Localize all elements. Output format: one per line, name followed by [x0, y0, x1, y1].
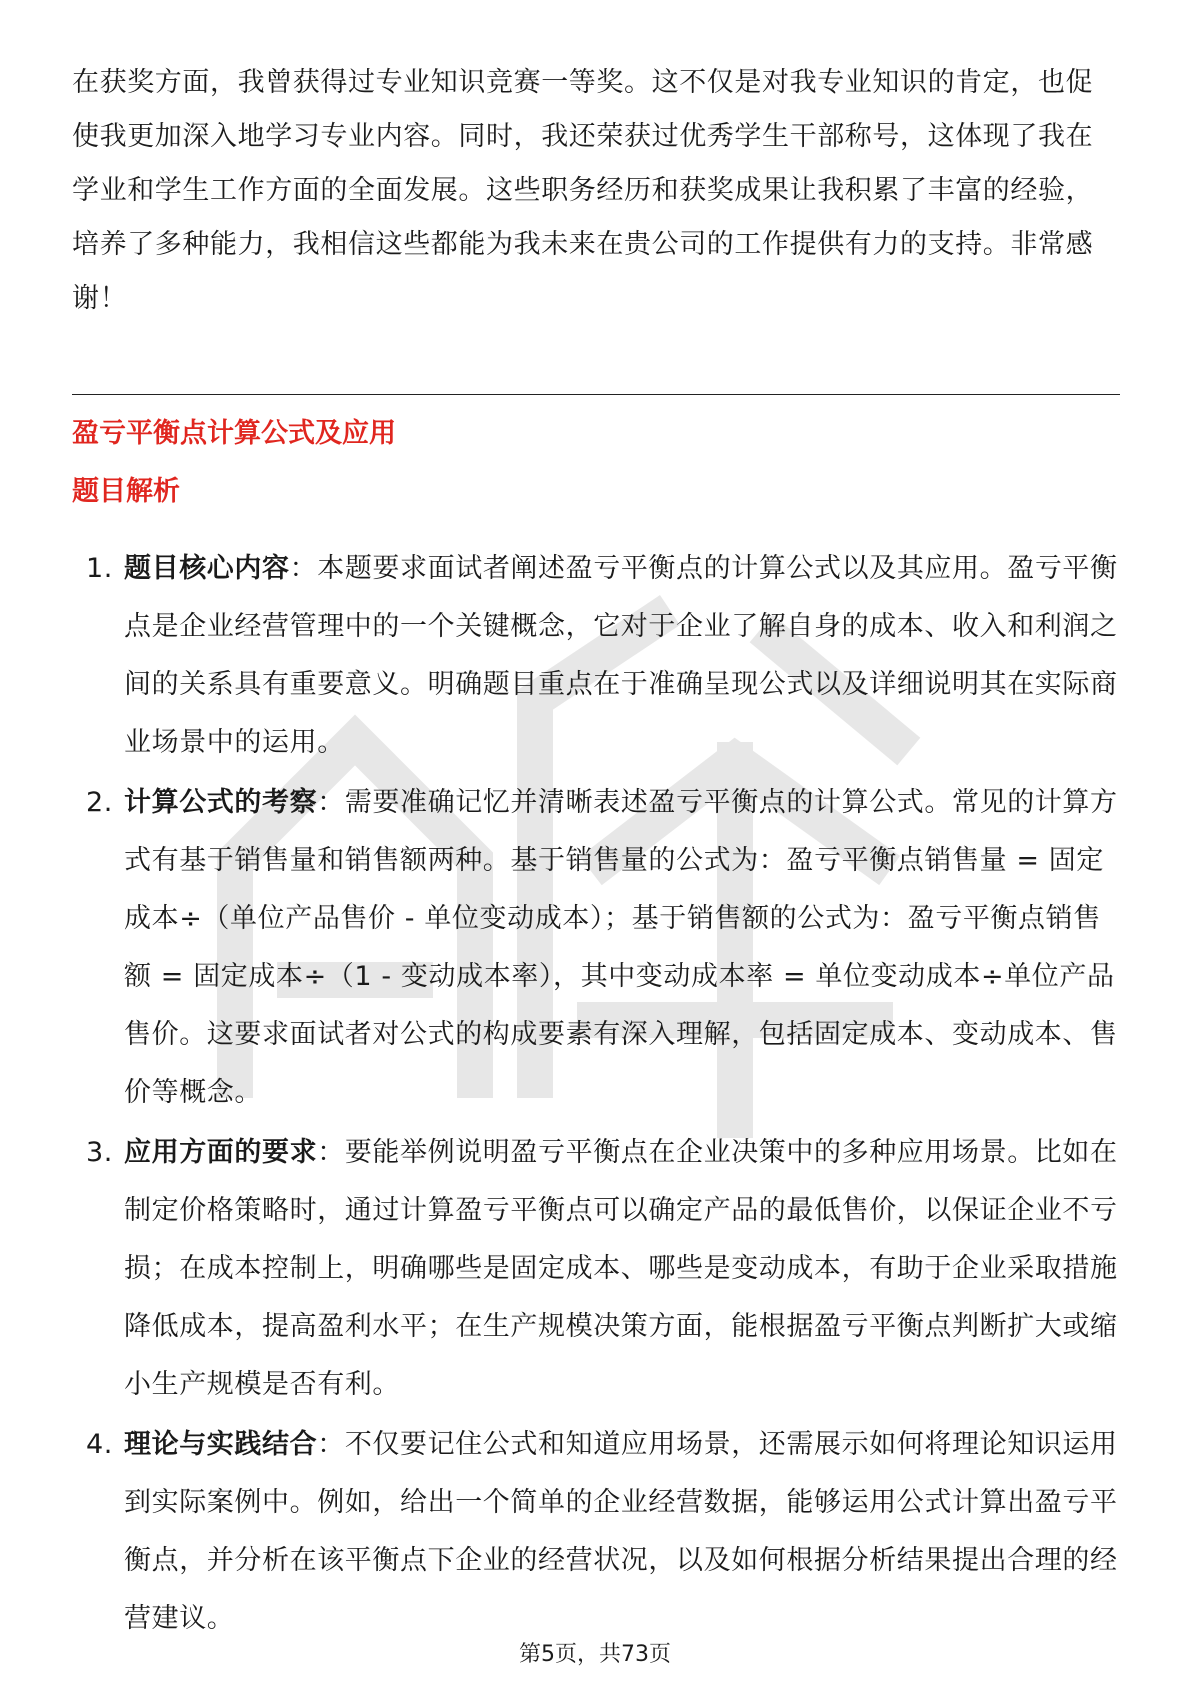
list-item-number: 4. [86, 1429, 113, 1460]
list-item [72, 1416, 1120, 1648]
list-item-heading: 理论与实践结合 [124, 1429, 318, 1460]
section-divider [72, 394, 1120, 395]
list-item-separator: ： [317, 1429, 345, 1460]
sub-title: 题目解析 [72, 476, 180, 507]
list-item-number: 2. [86, 787, 113, 818]
list-item-number: 3. [86, 1137, 113, 1168]
intro-paragraph: 在获奖方面，我曾获得过专业知识竞赛一等奖。这不仅是对我专业知识的肯定，也促使我更加深入地学习专业内容。同时，我还荣获过优秀学生干部称号，这体现了我在学业和学生工作方面的全面发展。这些职务经历和获奖成果让我积累了丰富的经验，培养了多种能力，我相信这些都能为我未来在贵公司的工作提供有力的支持。非常感谢！ [72, 67, 1094, 314]
list-item-heading: 计算公式的考察 [124, 787, 318, 818]
list-item [72, 774, 1120, 1122]
list-item-separator: ： [317, 1137, 345, 1168]
list-item [72, 540, 1120, 772]
list-item-number: 1. [86, 553, 113, 584]
list-item-heading: 应用方面的要求 [124, 1137, 318, 1168]
section-title: 盈亏平衡点计算公式及应用 [72, 418, 396, 449]
list-item-body: 本题要求面试者阐述盈亏平衡点的计算公式以及其应用。盈亏平衡点是企业经营管理中的一个关键概念，它对于企业了解自身的成本、收入和利润之间的关系具有重要意义。明确题目重点在于准确呈现公式以及详细说明其在实际商业场景中的运用。 [124, 553, 1118, 758]
page-footer: 第5页，共73页 [519, 1642, 671, 1667]
list-item-separator: ： [317, 787, 345, 818]
list-item-body: 不仅要记住公式和知道应用场景，还需展示如何将理论知识运用到实际案例中。例如，给出一个简单的企业经营数据，能够运用公式计算出盈亏平衡点，并分析在该平衡点下企业的经营状况，以及如何根据分析结果提出合理的经营建议。 [124, 1429, 1118, 1634]
list-item-heading: 题目核心内容 [124, 553, 290, 584]
analysis-list [72, 540, 1120, 1650]
list-item-separator: ： [289, 553, 318, 584]
list-item-body: 要能举例说明盈亏平衡点在企业决策中的多种应用场景。比如在制定价格策略时，通过计算盈亏平衡点可以确定产品的最低售价，以保证企业不亏损；在成本控制上，明确哪些是固定成本、哪些是变动成本，有助于企业采取措施降低成本，提高盈利水平；在生产规模决策方面，能根据盈亏平衡点判断扩大或缩小生产规模是否有利。 [124, 1137, 1118, 1400]
list-item [72, 1124, 1120, 1414]
list-item-body: 需要准确记忆并清晰表述盈亏平衡点的计算公式。常见的计算方式有基于销售量和销售额两种。基于销售量的公式为：盈亏平衡点销售量 = 固定成本÷（单位产品售价 - 单位变动成本）；基于销售额的公式为：盈亏平衡点销售额 = 固定成本÷（1 - 变动成本率），其中变动成本率 = 单位变动成本÷单位产品售价。这要求面试者对公式的构成要素有深入理解，包括固定成本、变动成本、售价等概念。 [124, 787, 1118, 1108]
